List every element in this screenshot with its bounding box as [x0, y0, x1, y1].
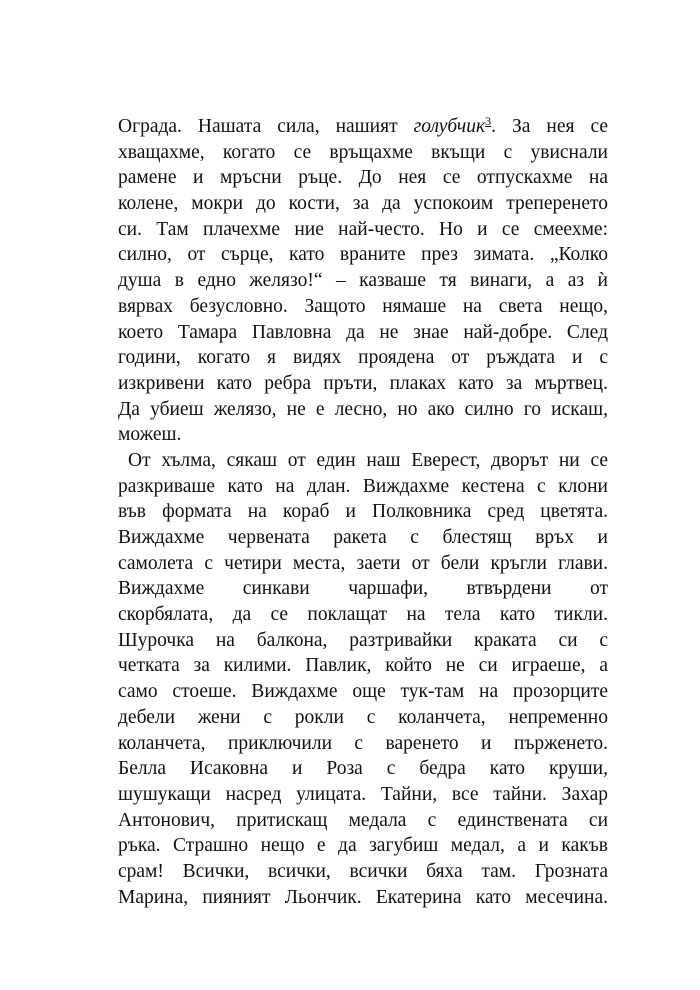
text-line	[118, 397, 608, 423]
text-line	[118, 217, 608, 243]
text-line	[118, 653, 608, 679]
text-segment: Виждахме червената ракета с блестящ връх и	[118, 527, 608, 548]
text-segment: силно, от сърце, като враните през зимата. „Колко	[118, 244, 608, 266]
text-segment: самолета с четири места, заети от бели кръгли глави.	[118, 552, 608, 574]
text-line	[118, 371, 608, 397]
text-line	[118, 191, 608, 217]
text-segment: шушукащи насред улицата. Тайни, все тайни. Захар	[118, 783, 608, 805]
text-line	[118, 165, 608, 191]
text-segment: вярвах безусловно. Защото нямаше на света нещо,	[118, 295, 608, 317]
text-segment: Да убиеш желязо, не е лесно, но ако силно го искаш,	[118, 398, 608, 420]
text-line	[118, 448, 608, 474]
text-segment: Белла Исаковна и Роза с бедра като круши,	[118, 758, 608, 780]
text-line	[118, 859, 608, 885]
text-line	[118, 628, 608, 654]
text-segment: срам! Всички, всички, всички бяха там. Грозната	[118, 860, 608, 882]
text-segment: четката за килими. Павлик, който не си играеше, а	[118, 655, 608, 677]
text-line	[118, 679, 608, 705]
text-line	[118, 525, 608, 551]
text-segment: Ограда. Нашата сила, нашият	[118, 116, 414, 137]
text-line	[118, 576, 608, 602]
text-segment: разкриваше като на длан. Виждахме кестена с клони	[118, 475, 608, 497]
text-line	[118, 705, 608, 731]
text-line	[118, 422, 608, 448]
text-line	[118, 242, 608, 268]
text-segment: рамене и мръсни ръце. До нея се отпускахме на	[118, 167, 608, 189]
text-segment: само стоеше. Виждахме още тук-там на прозорците	[118, 681, 608, 703]
text-segment: Марина, пияният Льончик. Екатерина като месечина.	[118, 886, 608, 908]
text-line	[118, 345, 608, 371]
text-line	[118, 474, 608, 500]
text-line	[118, 602, 608, 628]
text-line	[118, 756, 608, 782]
text-line	[118, 551, 608, 577]
text-segment: Виждахме синкави чаршафи, втвърдени от	[118, 578, 608, 600]
text-segment: Шурочка на балкона, разтривайки краката си с	[118, 629, 608, 651]
footnote-marker[interactable]: 3	[485, 114, 492, 128]
text-segment: От хълма, сякаш от един наш Еверест, дворът ни се	[128, 449, 608, 471]
text-segment: колене, мокри до кости, за да успокоим треперенето	[118, 193, 608, 215]
text-segment: във формата на кораб и Полковника сред цветята.	[118, 501, 608, 523]
text-segment: си. Там плачехме ние най-често. Но и се смеехме:	[118, 218, 608, 240]
text-line	[118, 294, 608, 320]
text-line	[118, 320, 608, 346]
text-line	[118, 140, 608, 166]
text-line	[118, 114, 608, 140]
text-line	[118, 782, 608, 808]
text-segment: . За нея се	[491, 116, 608, 137]
text-segment: коланчета, приключили с варенето и пърженето.	[118, 732, 608, 754]
text-segment: скорбялата, да се поклащат на тела като тикли.	[118, 604, 608, 626]
text-segment: душа в едно желязо!“ – казваше тя винаги, а аз ѝ	[118, 270, 608, 292]
text-segment: дебели жени с рокли с коланчета, непременно	[118, 706, 608, 728]
text-segment: ръка. Страшно нещо е да загубиш медал, а и какъв	[118, 835, 608, 857]
text-line	[118, 885, 608, 911]
text-line	[118, 833, 608, 859]
text-segment: голубчик	[413, 116, 486, 137]
text-segment: изкривени като ребра пръти, плаках като за мъртвец.	[118, 372, 608, 394]
text-segment: Антонович, притискащ медала с единствената си	[118, 809, 608, 831]
text-line	[118, 808, 608, 834]
text-segment: можеш.	[118, 424, 182, 446]
text-segment: години, когато я видях проядена от ръждата и с	[118, 347, 608, 369]
text-segment: хващахме, когато се връщахме вкъщи с увиснали	[118, 141, 608, 163]
text-line	[118, 731, 608, 757]
text-segment: което Тамара Павловна да не знае най-добре. След	[118, 321, 608, 343]
text-line	[118, 499, 608, 525]
text-line	[118, 268, 608, 294]
body-text	[118, 114, 608, 910]
